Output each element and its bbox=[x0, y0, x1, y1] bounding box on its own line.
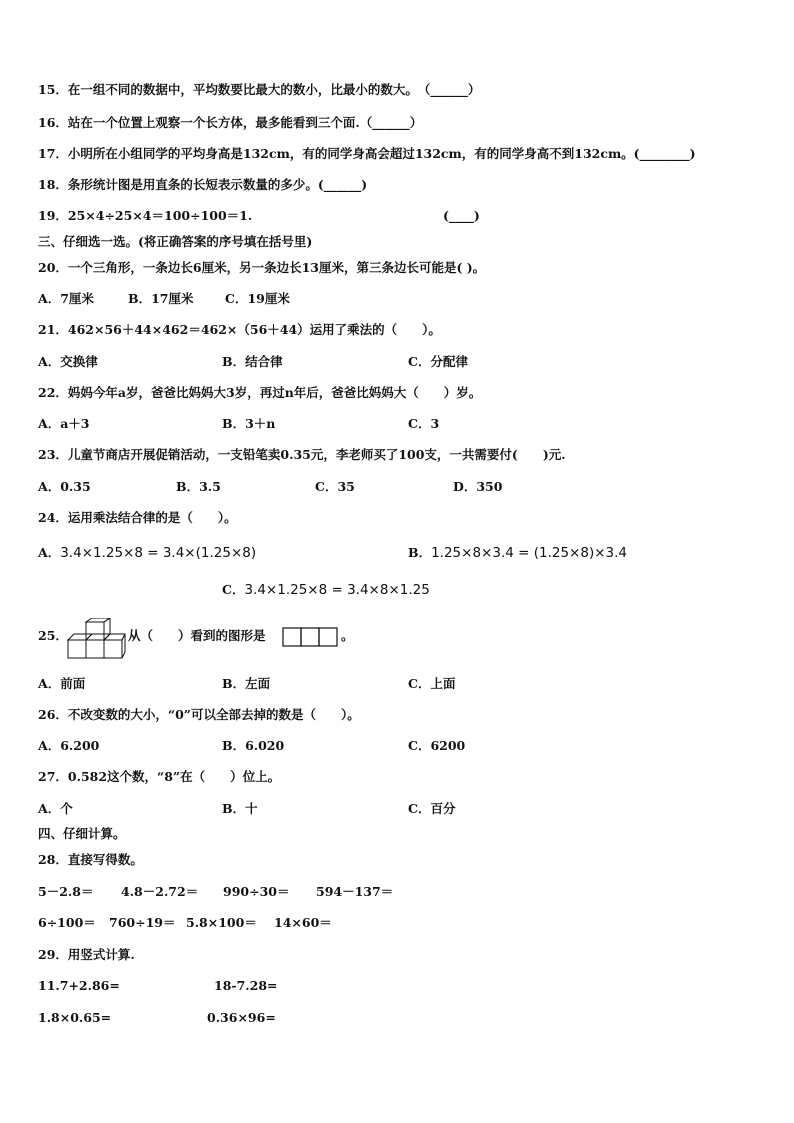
question-25-number: 25． bbox=[38, 628, 68, 643]
question-27-option-a[interactable]: A．个 bbox=[38, 801, 73, 816]
option-label: C． bbox=[222, 582, 245, 597]
vertical-calc-item: 18-7.28= bbox=[214, 978, 278, 993]
question-26: 26．不改变数的大小，“0”可以全部去掉的数是（ ）。 bbox=[38, 707, 360, 722]
question-17: 17．小明所在小组同学的平均身高是132cm，有的同学身高会超过132cm，有的同学身高不到132cm。(________) bbox=[38, 146, 696, 161]
question-15: 15．在一组不同的数据中，平均数要比最大的数小，比最小的数大。 （______） bbox=[38, 82, 481, 97]
calc-item: 594－137＝ bbox=[316, 884, 394, 899]
calc-item: 14×60＝ bbox=[274, 915, 332, 930]
option-label: A． bbox=[38, 545, 61, 560]
question-22-option-b[interactable]: B．3＋n bbox=[222, 416, 276, 431]
question-25-option-c[interactable]: C．上面 bbox=[408, 676, 456, 691]
section-4-heading: 四、仔细计算。 bbox=[38, 826, 126, 841]
question-20: 20．一个三角形，一条边长6厘米，另一条边长13厘米，第三条边长可能是( )。 bbox=[38, 260, 486, 275]
question-23-option-c[interactable]: C．35 bbox=[315, 479, 355, 494]
vertical-calc-item: 0.36×96= bbox=[207, 1010, 276, 1025]
question-26-option-a[interactable]: A．6.200 bbox=[38, 738, 100, 753]
question-19: 19．25×4÷25×4＝100÷100＝1. bbox=[38, 208, 253, 223]
question-18: 18．条形统计图是用直条的长短表示数量的多少。(______) bbox=[38, 177, 368, 192]
question-29: 29．用竖式计算. bbox=[38, 947, 135, 962]
question-23-option-a[interactable]: A．0.35 bbox=[38, 479, 91, 494]
cube-stack-figure bbox=[67, 618, 127, 660]
calc-item: 760÷19＝ bbox=[109, 915, 176, 930]
question-22: 22．妈妈今年a岁，爸爸比妈妈大3岁，再过n年后，爸爸比妈妈大（ ）岁。 bbox=[38, 385, 482, 400]
calc-item: 5－2.8＝ bbox=[38, 884, 94, 899]
question-20-option-b[interactable]: B．17厘米 bbox=[128, 291, 194, 306]
question-21-option-a[interactable]: A．交换律 bbox=[38, 354, 98, 369]
question-20-option-a[interactable]: A．7厘米 bbox=[38, 291, 94, 306]
calc-item: 5.8×100＝ bbox=[186, 915, 257, 930]
question-25-text: 从（ ）看到的图形是 bbox=[128, 628, 266, 643]
calc-item: 6÷100＝ bbox=[38, 915, 96, 930]
option-expression: 3.4×1.25×8 = 3.4×(1.25×8) bbox=[60, 545, 257, 561]
question-24-option-a[interactable] bbox=[38, 545, 256, 561]
section-3-heading: 三、仔细选一选。(将正确答案的序号填在括号里) bbox=[38, 234, 313, 249]
calc-item: 990÷30＝ bbox=[223, 884, 290, 899]
question-22-option-a[interactable]: A．a＋3 bbox=[38, 416, 90, 431]
question-20-option-c[interactable]: C．19厘米 bbox=[225, 291, 290, 306]
question-28: 28．直接写得数。 bbox=[38, 852, 143, 867]
question-27: 27．0.582这个数，“8”在（ ）位上。 bbox=[38, 769, 281, 784]
vertical-calc-item: 1.8×0.65= bbox=[38, 1010, 112, 1025]
question-26-option-b[interactable]: B．6.020 bbox=[222, 738, 285, 753]
question-25-option-b[interactable]: B．左面 bbox=[222, 676, 271, 691]
calc-item: 4.8－2.72＝ bbox=[121, 884, 199, 899]
question-21: 21．462×56＋44×462＝462×（56＋44）运用了乘法的（ ）。 bbox=[38, 322, 441, 337]
option-expression: 1.25×8×3.4 = (1.25×8)×3.4 bbox=[431, 545, 627, 561]
question-24-option-b[interactable] bbox=[408, 545, 627, 561]
question-21-option-b[interactable]: B．结合律 bbox=[222, 354, 283, 369]
question-19-answer-blank[interactable]: (____) bbox=[443, 208, 480, 223]
question-27-option-c[interactable]: C．百分 bbox=[408, 801, 456, 816]
option-expression: 3.4×1.25×8 = 3.4×8×1.25 bbox=[244, 582, 430, 598]
option-label: B． bbox=[408, 545, 432, 560]
vertical-calc-item: 11.7+2.86= bbox=[38, 978, 120, 993]
three-square-view-figure bbox=[282, 627, 340, 647]
question-21-option-c[interactable]: C．分配律 bbox=[408, 354, 468, 369]
question-22-option-c[interactable]: C．3 bbox=[408, 416, 440, 431]
question-23: 23．儿童节商店开展促销活动，一支铅笔卖0.35元，李老师买了100支，一共需要付( )元. bbox=[38, 447, 566, 462]
question-27-option-b[interactable]: B．十 bbox=[222, 801, 258, 816]
question-16: 16．站在一个位置上观察一个长方体，最多能看到三个面.（______） bbox=[38, 115, 423, 130]
question-24-option-c[interactable] bbox=[222, 582, 430, 598]
question-24: 24．运用乘法结合律的是（ ）。 bbox=[38, 510, 237, 525]
question-25-option-a[interactable]: A．前面 bbox=[38, 676, 86, 691]
question-23-option-b[interactable]: B．3.5 bbox=[176, 479, 221, 494]
question-26-option-c[interactable]: C．6200 bbox=[408, 738, 466, 753]
question-25-end: 。 bbox=[341, 628, 354, 643]
question-23-option-d[interactable]: D．350 bbox=[453, 479, 503, 494]
